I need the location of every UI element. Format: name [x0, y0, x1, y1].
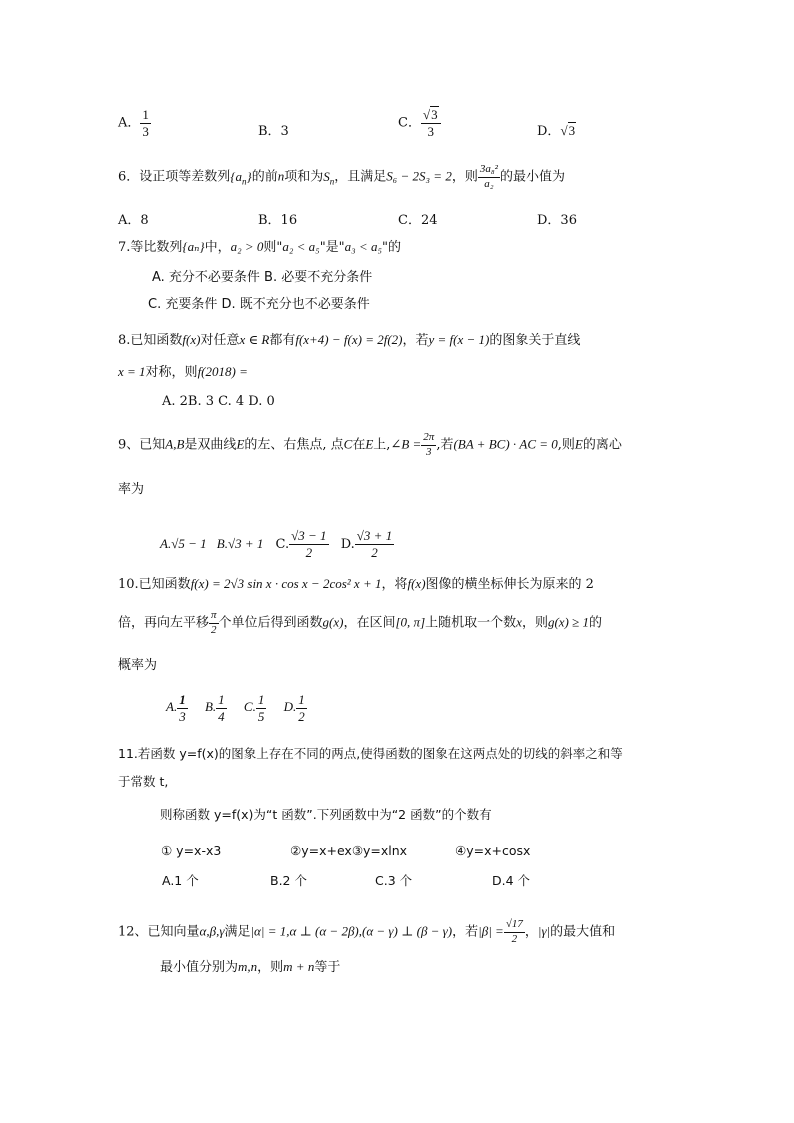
q8-t2: 都有	[269, 333, 296, 348]
q9-angle: ∠B =	[390, 436, 422, 452]
q6-condition: S₆ − 2S₃ = 2	[386, 168, 452, 184]
q12-beta-fraction	[504, 919, 525, 945]
q12-condition: |α| = 1,α ⊥ (α − 2β),(α − γ) ⊥ (β − γ)	[250, 923, 453, 939]
q9-d-fraction	[355, 529, 394, 559]
q5-a-label: A．	[118, 115, 141, 131]
q7-question	[118, 240, 401, 254]
q6-frac-num: 3a₈²	[478, 164, 500, 178]
q12-b-den: 2	[511, 932, 518, 945]
q6-option-d: D．36	[537, 213, 577, 228]
q10-option-d	[284, 693, 307, 723]
q12-sum: m + n	[283, 959, 315, 974]
q6-S-sub: n	[329, 176, 335, 187]
q8-x1: x = 1	[118, 364, 146, 379]
q9-option-b: B.√3 + 1	[216, 536, 264, 551]
q12-t2: ，若	[452, 924, 479, 940]
q11-question-line1: 11.若函数 y=f(x)的图象上存在不同的两点,使得函数的图象在这两点处的切线的斜率之和等	[118, 746, 623, 761]
q6-option-a: A．8	[118, 213, 149, 228]
q12-mn: m,n	[238, 959, 258, 974]
q10-gx: g(x)	[322, 614, 344, 630]
q12-b-num: √17	[504, 919, 525, 933]
q10-b-label: B.	[204, 699, 217, 715]
q10-b-den: 4	[218, 708, 225, 724]
q11-fn1: ① y=x-x3	[161, 843, 222, 858]
q6-seq	[230, 168, 252, 187]
q10-line2e: ，则	[521, 615, 548, 631]
q9-angle-fraction	[421, 432, 436, 458]
q5-option-b: B．3	[258, 124, 289, 139]
q10-a-fraction	[177, 693, 188, 723]
q6-seq-a: {a	[230, 168, 242, 184]
q9-option-a: A.√5 − 1	[160, 536, 207, 551]
q6-text5: ，则	[451, 169, 478, 185]
q9-option-d	[341, 514, 395, 560]
q10-d-num: 1	[298, 692, 305, 707]
q10-t2: 图像的横坐标伸长为原来的 2	[425, 577, 594, 592]
q9-question-line2: 率为	[118, 482, 145, 497]
q9-c-fraction	[289, 529, 328, 559]
q8-t3: ，若	[402, 333, 429, 348]
q8-question-line1	[118, 333, 580, 347]
q10-d-den: 2	[298, 708, 305, 724]
q11-option-a: A.1 个	[162, 873, 199, 888]
q12-gamma: |γ|	[537, 923, 551, 939]
q9-start: 9、已知	[118, 437, 166, 453]
q8-xr: x ∈ R	[239, 332, 270, 347]
q8-f2018: f(2018) =	[197, 364, 248, 379]
q7-cond3: a₃ < a₅	[344, 239, 382, 254]
q9-E3: E	[574, 436, 583, 452]
q6-text4: ，且满足	[334, 169, 387, 185]
q9-t7: 的离心	[582, 437, 622, 453]
q11-option-b: B.2 个	[270, 873, 307, 888]
q9-d-label: D.	[340, 537, 355, 552]
q7-number: 7.等比数列	[118, 240, 183, 255]
q6-n: n	[277, 168, 285, 184]
q7-then: 则"	[263, 240, 283, 255]
q10-t1: ，将	[381, 577, 408, 592]
q12-beta: |β| =	[478, 923, 504, 939]
q5-d-radicand: 3	[568, 123, 576, 138]
q7-is: "是"	[319, 240, 345, 255]
q6-frac-den: a₂	[484, 177, 494, 190]
q12-t4: 的最大值和	[550, 924, 616, 940]
q9-t1: 是双曲线	[184, 437, 237, 453]
q8-t5: 对称，则	[145, 365, 198, 380]
q10-option-a	[166, 693, 188, 723]
q6-question	[118, 164, 565, 190]
q6-seq-sub: n	[242, 176, 247, 187]
q5-c-label: C．	[398, 115, 421, 131]
q9-question-line1	[118, 432, 622, 458]
q6-option-c: C．24	[398, 213, 438, 228]
q6-text2: 的前	[251, 169, 278, 185]
q10-c-fraction	[256, 693, 267, 723]
q7-mid: 中，	[204, 240, 231, 255]
q10-c-num: 1	[257, 692, 265, 707]
q8-eq: f(x+4) − f(x) = 2f(2)	[295, 332, 403, 347]
q10-c-den: 5	[257, 708, 265, 724]
q8-options: A. 2B. 3 C. 4 D. 0	[162, 394, 275, 409]
q10-interval: [0, π]	[395, 614, 426, 630]
q9-t2: 的左、右焦点, 点	[244, 437, 344, 453]
q12-line2b: ，则	[257, 960, 284, 975]
q10-option-c	[244, 693, 266, 723]
q10-pi-fraction	[209, 610, 219, 636]
q10-line2f: 的	[589, 615, 603, 631]
q10-fx: f(x)	[407, 576, 426, 591]
q10-line2d: 上随机取一个数	[425, 615, 517, 631]
q5-c-den: 3	[427, 123, 435, 139]
q6-text1: 设正项等差数列	[139, 169, 231, 185]
q6-text6: 的最小值为	[499, 169, 565, 185]
q10-a-num: 1	[179, 692, 186, 707]
q9-d-num: √3 + 1	[356, 528, 393, 544]
q12-line2c: 等于	[314, 960, 341, 975]
q6-number: 6．	[118, 169, 140, 185]
q9-C: C	[343, 436, 353, 452]
q5-option-d	[537, 120, 576, 139]
q10-b-num: 1	[218, 692, 225, 707]
q7-cond2: a₂ < a₅	[282, 239, 320, 254]
q9-d-den: 2	[371, 545, 378, 560]
q9-option-c	[276, 514, 329, 560]
q6-S-letter: S	[323, 168, 330, 184]
q7-options-row1: A. 充分不必要条件 B. 必要不充分条件	[152, 270, 373, 285]
q6-S	[323, 168, 335, 187]
q11-option-d: D.4 个	[492, 873, 531, 888]
q10-x: x	[516, 614, 522, 630]
q7-seq: {aₙ}	[182, 239, 205, 254]
q10-d-fraction	[296, 693, 307, 723]
q10-options	[166, 693, 307, 723]
q10-d-label: D.	[283, 699, 297, 715]
q11-fn4: ④y=x+cosx	[455, 843, 531, 858]
q5-option-a	[118, 108, 151, 138]
q8-yf: y = f(x − 1)	[428, 332, 490, 347]
q8-t4: 的图象关于直线	[489, 333, 581, 348]
q9-c-label: C.	[275, 537, 290, 552]
q9-ang-den: 3	[426, 445, 432, 458]
q12-t1: 满足	[224, 924, 251, 940]
q10-line2a: 倍，再向左平移	[118, 615, 210, 631]
q5-a-fraction	[140, 108, 151, 138]
q5-option-c	[398, 108, 441, 138]
q10-question-line1	[118, 577, 594, 591]
q10-question-line3: 概率为	[118, 658, 158, 673]
q10-start: 10.已知函数	[118, 577, 191, 592]
q10-c-label: C.	[243, 699, 256, 715]
q9-E2: E	[365, 436, 374, 452]
q6-seq-close: }	[246, 168, 252, 184]
q10-gcond: g(x) ≥ 1	[547, 614, 590, 630]
q12-vars: α,β,γ	[199, 923, 225, 939]
q11-fn2-3: ②y=x+ex③y=xlnx	[290, 843, 408, 858]
q5-d-label: D．	[537, 124, 561, 139]
q10-b-fraction	[216, 693, 227, 723]
q5-c-num: √3	[421, 108, 441, 124]
q5-a-den: 3	[142, 123, 149, 139]
q10-line2c: ，在区间	[343, 615, 396, 631]
q10-function: f(x) = 2√3 sin x · cos x − 2cos² x + 1	[190, 576, 382, 591]
q5-c-fraction	[421, 108, 441, 138]
q9-options	[160, 513, 394, 560]
q9-t3: 在	[352, 437, 366, 453]
q9-c-num: √3 − 1	[291, 528, 327, 544]
q10-a-label: A.	[166, 699, 178, 715]
q8-question-line2	[118, 365, 248, 379]
q8-t1: 对任意	[200, 333, 240, 348]
q9-c-den: 2	[305, 545, 313, 560]
q11-question-line2: 于常数 t,	[118, 774, 169, 789]
q8-fx: f(x)	[182, 332, 201, 347]
q9-t6: ,则	[557, 437, 575, 453]
q10-a-den: 3	[179, 708, 186, 724]
q11-question-line3: 则称函数 y=f(x)为“t 函数”.下列函数中为“2 函数”的个数有	[160, 807, 492, 822]
q12-question-line2	[160, 960, 340, 974]
q7-cond1: a₂ > 0	[230, 239, 264, 254]
q10-question-line2	[118, 610, 602, 636]
q9-ang-num: 2π	[421, 432, 436, 446]
q9-t5: ,若	[436, 437, 454, 453]
q5-c-radicand: 3	[431, 107, 438, 122]
q7-end: "的	[381, 240, 401, 255]
q12-start: 12、已知向量	[118, 924, 200, 940]
q8-start: 8.已知函数	[118, 333, 183, 348]
q11-option-c: C.3 个	[375, 873, 413, 888]
q5-d-sqrt: √3	[560, 123, 576, 138]
q6-fraction	[478, 164, 500, 190]
q12-t3: ，	[524, 924, 538, 940]
q6-text3: 项和为	[284, 169, 324, 185]
q12-question-line1	[118, 919, 615, 945]
q9-vector-eq: (BA + BC) · AC = 0	[453, 436, 558, 452]
q9-AB: A,B	[165, 436, 185, 452]
q10-pi-num: π	[209, 610, 219, 624]
q10-line2b: 个单位后得到函数	[218, 615, 323, 631]
q9-E: E	[236, 436, 245, 452]
q9-t4: 上,	[373, 437, 391, 453]
q10-pi-den: 2	[211, 623, 217, 636]
q12-line2a: 最小值分别为	[160, 960, 239, 975]
q10-option-b	[205, 693, 227, 723]
q5-a-num: 1	[142, 107, 149, 122]
q7-options-row2: C. 充要条件 D. 既不充分也不必要条件	[148, 297, 370, 312]
q6-option-b: B．16	[258, 213, 298, 228]
